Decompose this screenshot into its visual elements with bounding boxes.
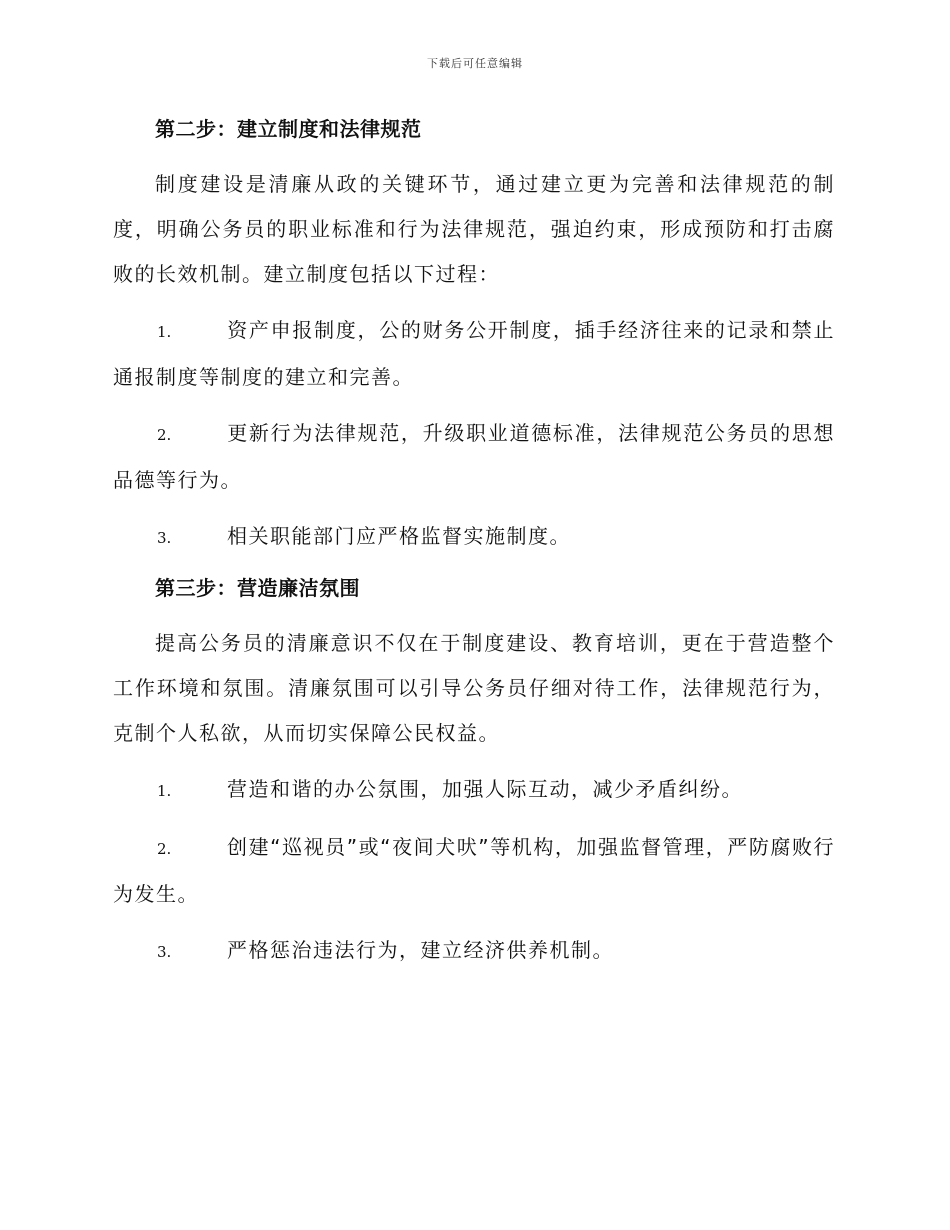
section-heading-step2: 第二步：建立制度和法律规范 — [155, 117, 422, 141]
list-item-text: 营造和谐的办公氛围，加强人际互动，减少矛盾纠纷。 — [227, 777, 743, 801]
list-item — [113, 928, 835, 975]
section-paragraph-step3: 提高公务员的清廉意识不仅在于制度建设、教育培训，更在于营造整个工作环境和氛围。清廉氛围可以引导公务员仔细对待工作，法律规范行为，克制个人私欲，从而切实保障公民权益。 — [113, 631, 835, 745]
list-item — [113, 767, 835, 814]
section-paragraph-step2: 制度建设是清廉从政的关键环节，通过建立更为完善和法律规范的制度，明确公务员的职业标准和行为法律规范，强迫约束，形成预防和打击腐败的长效机制。建立制度包括以下过程： — [113, 172, 835, 286]
list-item-text: 资产申报制度，公的财务公开制度，插手经济往来的记录和禁止通报制度等制度的建立和完善。 — [113, 318, 835, 389]
list-item — [113, 514, 835, 561]
list-item-number: 3. — [157, 529, 172, 547]
list-item — [113, 411, 835, 503]
list-item-text: 更新行为法律规范，升级职业道德标准，法律规范公务员的思想品德等行为。 — [113, 421, 835, 492]
list-item-text: 相关职能部门应严格监督实施制度。 — [227, 524, 571, 548]
document-body — [113, 113, 835, 986]
list-item-text: 创建“巡视员”或“夜间犬吠”等机构，加强监督管理，严防腐败行为发生。 — [113, 835, 835, 906]
page-header-note: 下载后可任意编辑 — [427, 57, 523, 70]
list-item — [113, 825, 835, 917]
section-heading-step3: 第三步：营造廉洁氛围 — [155, 576, 360, 600]
list-item-number: 2. — [157, 426, 172, 444]
list-item-number: 1. — [157, 782, 172, 800]
list-item-number: 2. — [157, 840, 172, 858]
list-item-text: 严格惩治违法行为，建立经济供养机制。 — [227, 938, 614, 962]
list-item-number: 1. — [157, 323, 172, 341]
list-item-number: 3. — [157, 943, 172, 961]
list-item — [113, 308, 835, 400]
